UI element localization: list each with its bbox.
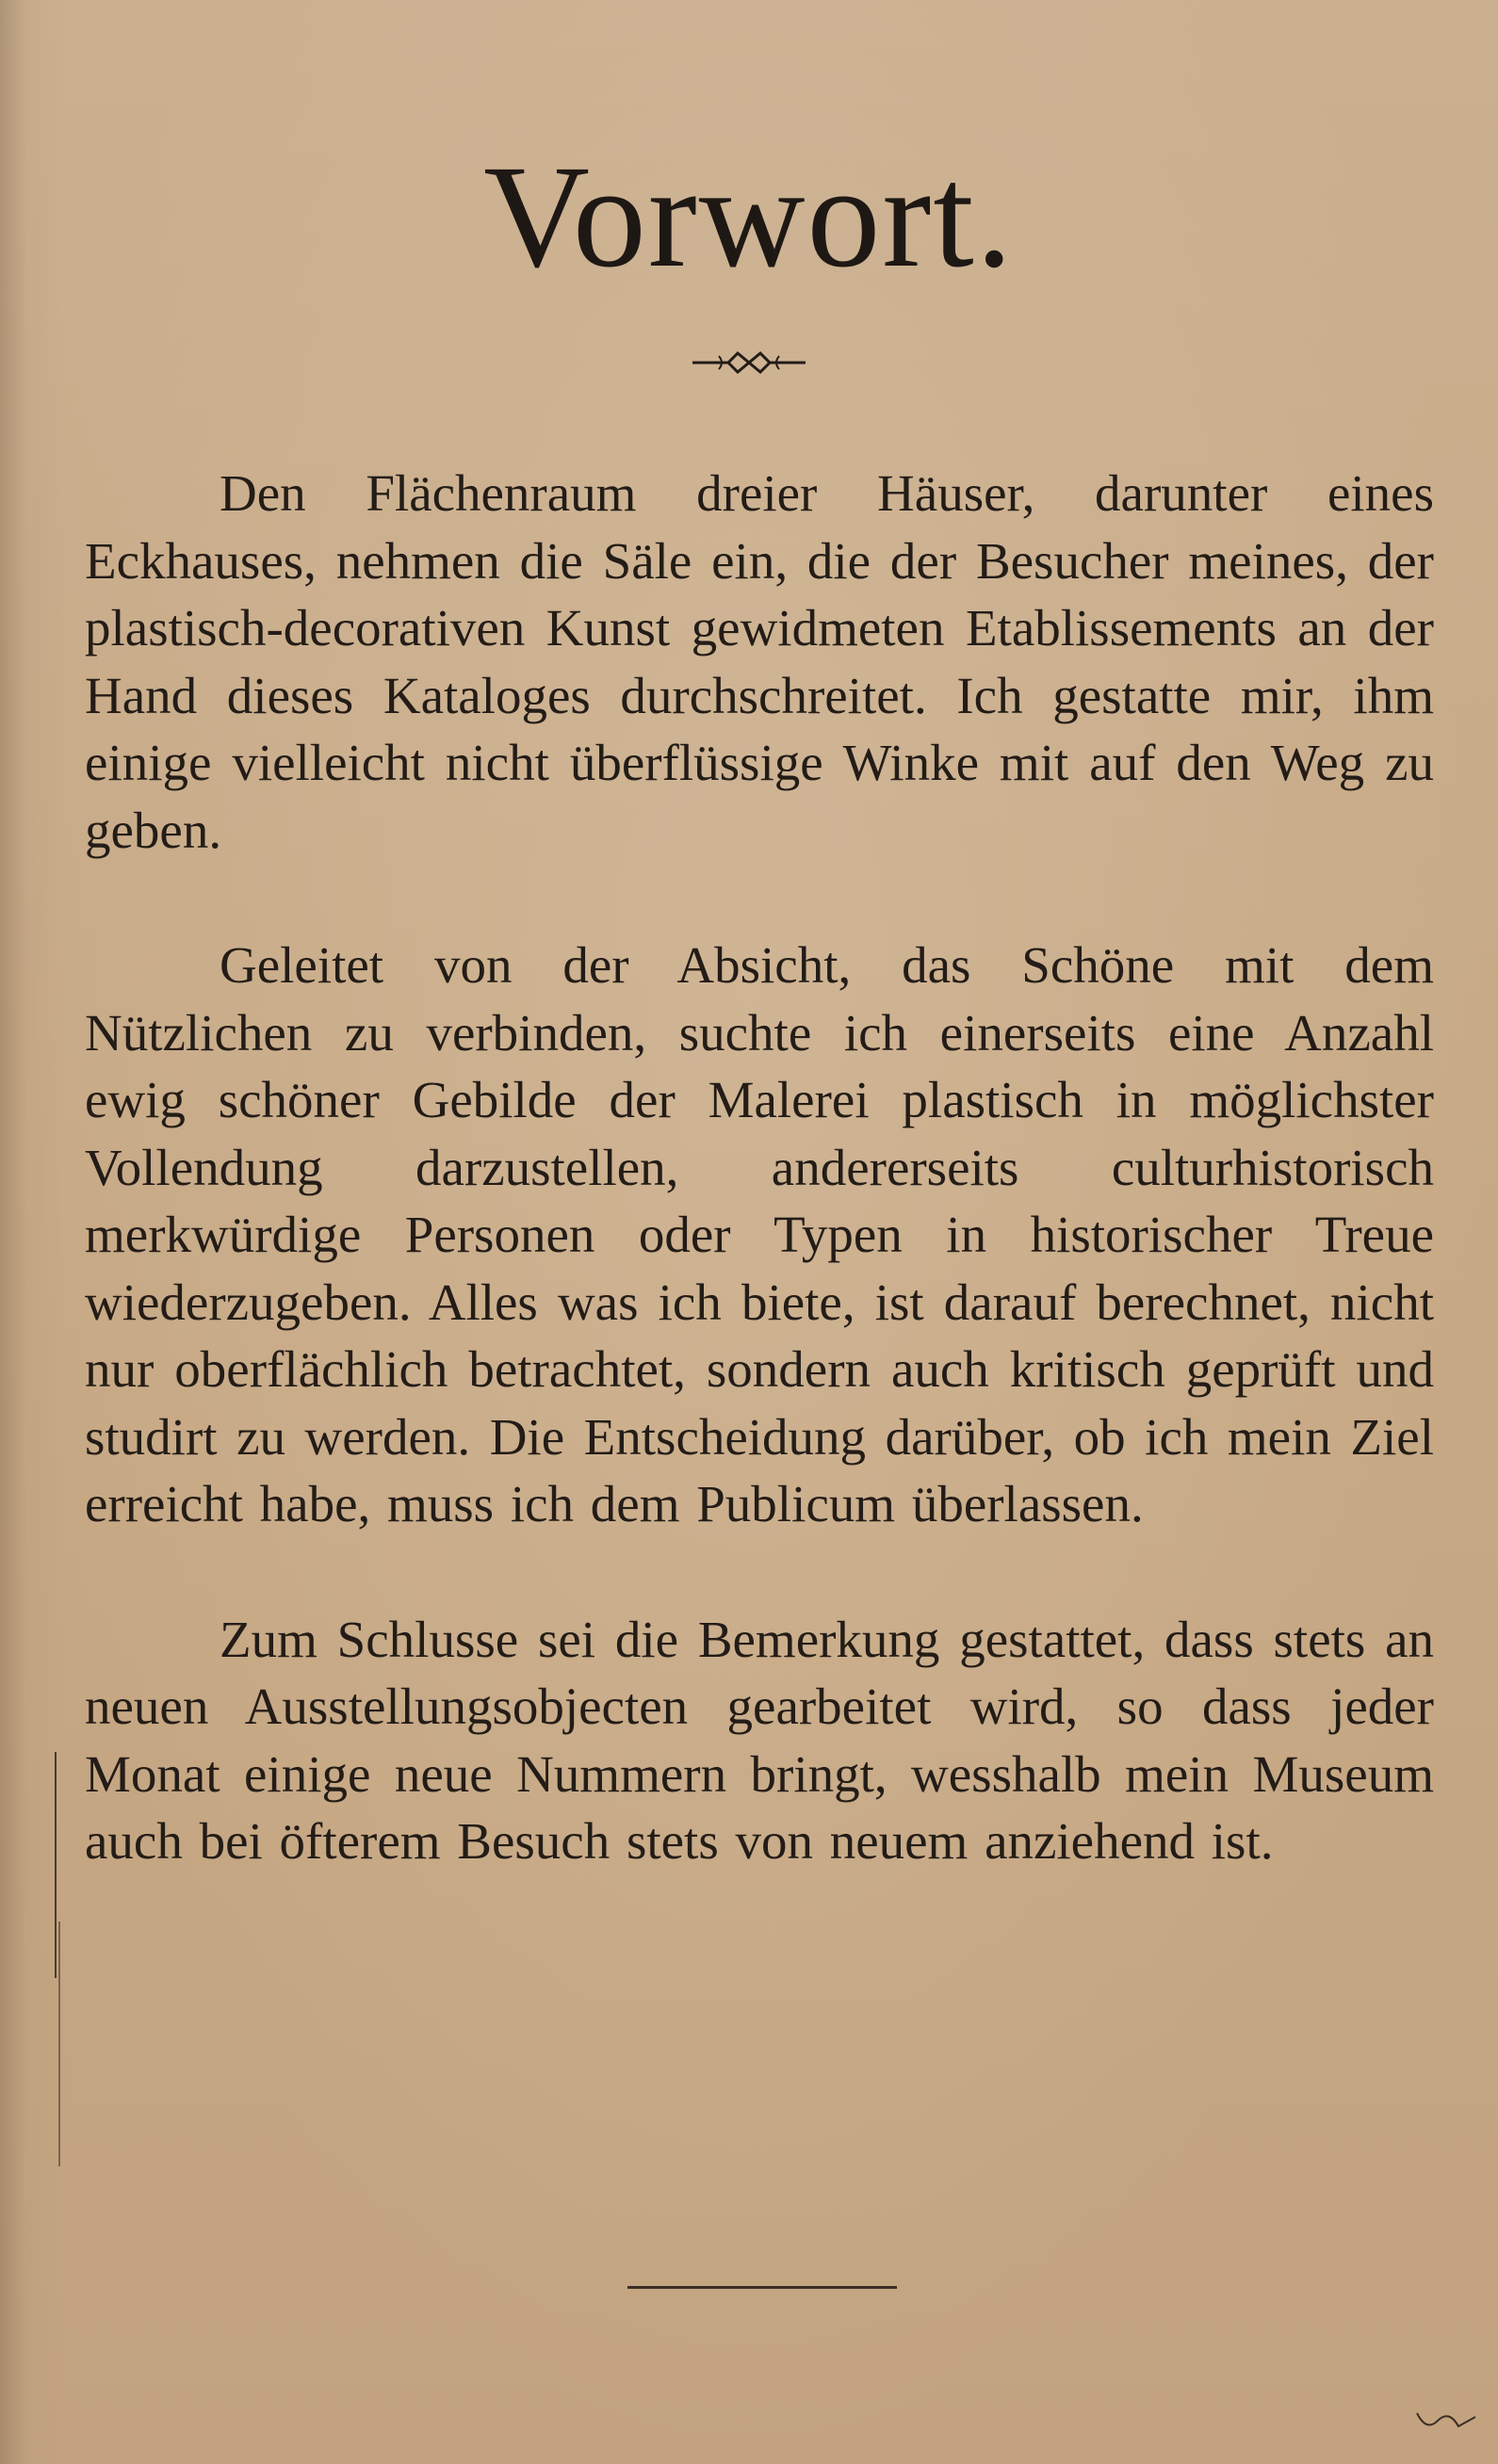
paragraph: Geleitet von der Absicht, das Schöne mit dem Nützlichen zu verbinden, suchte ich einerseits eine Anzahl ewig schöner Gebilde der Malerei plastisch in möglichster Vollendung darzustellen, andererseits culturhistorisch merkwürdige Personen oder Typen in historischer Treue wiederzugeben. Alles was ich biete, ist darauf berechnet, nicht nur oberflächlich betrachtet, sondern auch kritisch geprüft und studirt zu werden. Die Entscheidung darüber, ob ich mein Ziel erreicht habe, muss ich dem Publicum überlassen. [85,936,1434,1532]
spine-crease-line [55,1752,57,1978]
fleuron-divider-icon [691,347,807,379]
spine-crease-line [58,1921,60,2166]
preface-body [85,460,1434,1943]
paragraph: Zum Schlusse sei die Bemerkung gestattet, dass stets an neuen Ausstellungsobjecten gearbeitet wird, so dass jeder Monat einige neue Nummern bringt, wesshalb mein Museum auch bei öfterem Besuch stets von neuem anziehend ist. [85,1610,1434,1870]
pencil-mark-icon [1413,2407,1479,2436]
page-title: Vorwort. [483,135,1015,298]
page-spine-shadow [0,0,66,2464]
closing-rule [627,2286,897,2289]
paragraph: Den Flächenraum dreier Häuser, darunter eines Eckhauses, nehmen die Säle ein, die der Besucher meines, der plastisch-decorativen Kunst gewidmeten Etablissements an der Hand dieses Kataloges durchschreitet. Ich gestatte mir, ihm einige vielleicht nicht überflüssige Winke mit auf den Weg zu geben. [85,464,1434,859]
